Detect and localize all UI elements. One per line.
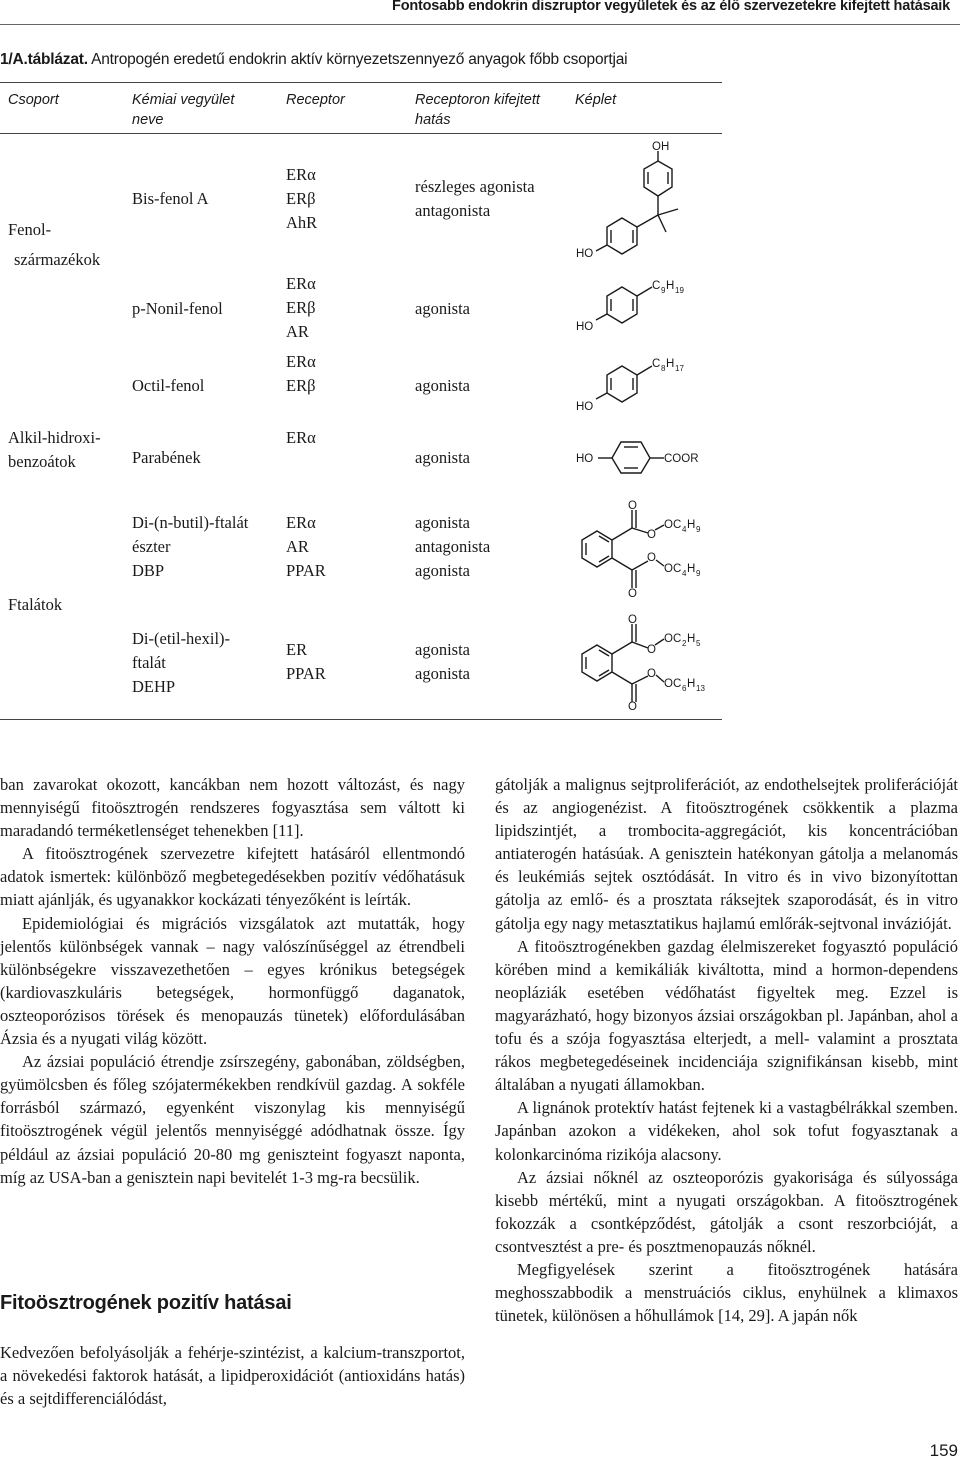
right-column (495, 773, 958, 1327)
table-bottom-rule (0, 719, 722, 720)
receptor-item: PPAR (286, 561, 326, 580)
header-receptor: Receptor (286, 92, 345, 108)
formula-label: 17 (675, 364, 684, 373)
effect-list (415, 511, 490, 583)
receptor-item: ERα (286, 352, 316, 371)
formula-label: OC (664, 678, 682, 690)
table-caption (0, 51, 627, 69)
formula-label: H (687, 633, 696, 645)
table-caption-text: Antropogén eredetű endokrin aktív környezetszennyező anyagok főbb csoportjai (87, 51, 628, 68)
header-rule (0, 24, 960, 25)
formula-label: O (647, 644, 656, 656)
effect-item: agonista (415, 561, 470, 580)
header-effect-line2: hatás (415, 112, 451, 128)
formula-label: HO (576, 401, 594, 413)
effect-item: agonista (415, 376, 470, 395)
paragraph: A fitoösztrogénekben gazdag élelmiszereket fogyasztó populáció körében mind a kemikáliák kiváltotta, mind a hormon-dependens neopláziák esetében védőhatást figyeltek meg. Ezzel is magyarázható, hogy bizonyos ázsiai országokban pl. Japánban, ahol a tofu és a szója fogyasztása elterjedt, a mell- valamint a prosztata rákos megbetegedéseinek incidenciája szignifikánsan kisebb, mint általában a nyugati államokban. (495, 936, 958, 1095)
effect-item: agonista (415, 664, 470, 683)
compound-name-line: Di-(etil-hexil)- (132, 629, 231, 648)
paragraph: Az ázsiai populáció étrendje zsírszegény, gabonában, zöldségben, gyümölcsben és főleg szójatermékekben rendkívül gazdag. A sokféle forrásból származó, egyenként viszonylag kis mennyiségű fitoösztrogének végül jelentős mennyiséggé adódhatnak össze. Így például az ázsiai populáció 20-80 mg geniszteint fogyaszt naponta, míg az USA-ban a genisztein napi bevitelét 1-3 mg-ra becsülik. (0, 1052, 465, 1187)
formula-label: C (652, 280, 661, 292)
receptor-item: ERβ (286, 189, 316, 208)
paragraph: Az ázsiai nőknél az oszteoporózis gyakorisága és súlyossága kisebb mértékű, mint a nyugati országokban. A fitoösztrogének fokozzák a csontképződést, gátolják a csont reszorbcióját, a csontvesztést a pre- és posztmenopauzás nőknél. (495, 1167, 958, 1256)
receptor-list (286, 163, 317, 235)
left-column-continued (0, 1341, 465, 1410)
formula-label: HO (576, 453, 594, 465)
receptor-item: ERβ (286, 298, 316, 317)
table-header-rule (0, 133, 722, 134)
paragraph: gátolják a malignus sejtproliferációt, az endothelsejtek proliferációját és az angiogenézist. A fitoösztrogének csökkentik a plazma lipidszintjét, a trombocita-aggregációt, kis koncentrációban antiaterogén hatásúak. A genisztein hatékonyan gátolja a melanomás és leukémiás sejtek osztódását. In vitro és in vivo bizonyítottan gátolja az emlő- és a prosztata ráksejtek szaporodását, és in vitro gátolja egy nagy metasztatikus hajlamú emlőrák-sejtvonal invázióját. (495, 775, 958, 933)
effect-item: agonista (415, 299, 470, 318)
group-phenol (8, 215, 100, 275)
table-top-rule (0, 82, 722, 83)
group-alkyl-line2: benzoátok (8, 452, 76, 471)
receptor-item: ERα (286, 513, 316, 532)
receptor-list (286, 350, 316, 398)
group-phthalate: Ftalátok (8, 595, 63, 614)
header-compound-line1: Kémiai vegyület (132, 92, 235, 108)
formula-label: OH (652, 141, 670, 153)
running-header: Fontosabb endokrin diszruptor vegyületek és az élő szervezetekre kifejtett hatásaik (392, 0, 950, 14)
formula-label: HO (576, 248, 594, 260)
compound-name (132, 627, 230, 699)
group-alkyl-line1: Alkil-hidroxi- (8, 428, 101, 447)
effect-item: antagonista (415, 537, 491, 556)
receptor-item: ERα (286, 428, 316, 447)
group-alkyl (8, 426, 101, 474)
formula-label: O (647, 668, 656, 680)
formula-label: 19 (675, 286, 684, 295)
formula-label: O (628, 500, 637, 512)
formula-label: C (652, 358, 661, 370)
compound-abbrev: DEHP (132, 677, 176, 696)
left-column (0, 773, 465, 1189)
formula-label: 9 (696, 569, 701, 578)
formula-label: 8 (661, 364, 666, 373)
dbp-structure (582, 510, 664, 588)
receptor-item: ERα (286, 274, 316, 293)
header-compound-line2: neve (132, 112, 164, 128)
receptor-list (286, 511, 326, 583)
nonylphenol-structure (596, 287, 652, 323)
formula-label: OC (664, 563, 682, 575)
group-phenol-line2: származékok (14, 250, 101, 269)
formula-label: O (628, 701, 637, 713)
compound-name: p-Nonil-fenol (132, 299, 223, 318)
effect-item: antagonista (415, 201, 491, 220)
table-caption-label: 1/A.táblázat. (0, 51, 88, 68)
formula-label: HO (576, 321, 594, 333)
page-number: 159 (929, 1441, 958, 1460)
receptor-item: AhR (286, 213, 318, 232)
formula-label: H (687, 563, 696, 575)
compound-name (132, 511, 248, 583)
compound-name-line: ftalát (132, 653, 166, 672)
section-heading: Fitoösztrogének pozitív hatásai (0, 1292, 292, 1314)
formula-label: O (647, 552, 656, 564)
compound-abbrev: DBP (132, 561, 165, 580)
octylphenol-structure (596, 366, 652, 402)
receptor-item: ERα (286, 165, 316, 184)
header-formula: Képlet (575, 92, 617, 108)
compound-name-line: Di-(n-butil)-ftalát (132, 513, 249, 532)
formula-label: COOR (664, 453, 699, 465)
formula-label: 4 (682, 525, 687, 534)
header-group: Csoport (8, 92, 59, 108)
formula-label: 2 (682, 639, 687, 648)
receptor-list (286, 272, 316, 344)
receptor-item: ER (286, 640, 308, 659)
dehp-structure (582, 624, 664, 702)
header-effect (415, 90, 540, 130)
receptor-list (286, 638, 326, 686)
paragraph: A fitoösztrogének szervezetre kifejtett hatásáról ellentmondó adatok ismertek: különböző megbetegedésekben pozitív védőhatásuk miatt ajánlják, és ugyanakkor kockázati tényezőként is leírták. (0, 844, 465, 910)
formula-label: 4 (682, 569, 687, 578)
compound-name: Parabének (132, 448, 201, 467)
bisphenol-a-structure (596, 151, 678, 254)
effect-item: agonista (415, 640, 470, 659)
formula-label: 9 (696, 525, 701, 534)
effect-item: agonista (415, 513, 470, 532)
receptor-item: AR (286, 537, 309, 556)
formula-label: O (628, 588, 637, 600)
formula-label: O (628, 614, 637, 626)
formula-label: 6 (682, 684, 687, 693)
formula-label: 13 (696, 684, 705, 693)
paragraph: A lignánok protektív hatást fejtenek ki a vastagbélrákkal szemben. Japánban azokon a vidékeken, ahol sok tofut fogyasztanak a kolonkarcinóma rizikója alacsony. (495, 1098, 958, 1164)
paraben-structure (598, 442, 664, 473)
header-effect-line1: Receptoron kifejtett (415, 92, 540, 108)
formula-label: O (647, 529, 656, 541)
receptor-item: PPAR (286, 664, 326, 683)
paragraph: Kedvezően befolyásolják a fehérje-szintézist, a kalcium-transzportot, a növekedési faktorok hatását, a lipidperoxidációt (antioxidáns hatás) és a sejtdifferenciálódást, (0, 1343, 465, 1409)
formula-label: H (666, 358, 675, 370)
paragraph: ban zavarokat okozott, kancákban nem hozott változást, és nagy mennyiségű fitoösztrogén rendszeres fogyasztása sem váltott ki maradandó terméketlenséget tehenekben [11]. (0, 775, 465, 841)
compound-name: Bis-fenol A (132, 189, 209, 208)
paragraph: Epidemiológiai és migrációs vizsgálatok azt mutatták, hogy jelentős különbségek vannak – nagy valószínűséggel az étrendbeli különbségekre visszavezethetően – egyes krónikus betegségek (kardiovaszkuláris betegségek, hormonfüggő daganatok, oszteoporózisos törések és menopauzás tünetek) előfordulásában Ázsia és a nyugati világ között. (0, 913, 465, 1049)
receptor-item: ERβ (286, 376, 316, 395)
formula-label: H (666, 280, 675, 292)
compound-name: Octil-fenol (132, 376, 205, 395)
compound-name-line: észter (132, 537, 171, 556)
group-phenol-line1: Fenol- (8, 220, 52, 239)
effect-item: agonista (415, 448, 470, 467)
effect-list (415, 175, 535, 223)
paragraph: Megfigyelések szerint a fitoösztrogének hatására meghosszabbodik a menstruációs ciklus, enyhülnek a klimaxos tünetek, különösen a hőhullámok [14, 29]. A japán nők (495, 1259, 958, 1326)
formula-label: OC (664, 633, 682, 645)
effect-list (415, 638, 470, 686)
receptor-item: AR (286, 322, 309, 341)
formula-label: 5 (696, 639, 701, 648)
formula-label: H (687, 678, 696, 690)
formula-label: 9 (661, 286, 666, 295)
effect-item: részleges agonista (415, 177, 535, 196)
formula-label: OC (664, 519, 682, 531)
formula-label: H (687, 519, 696, 531)
header-compound (132, 90, 234, 130)
